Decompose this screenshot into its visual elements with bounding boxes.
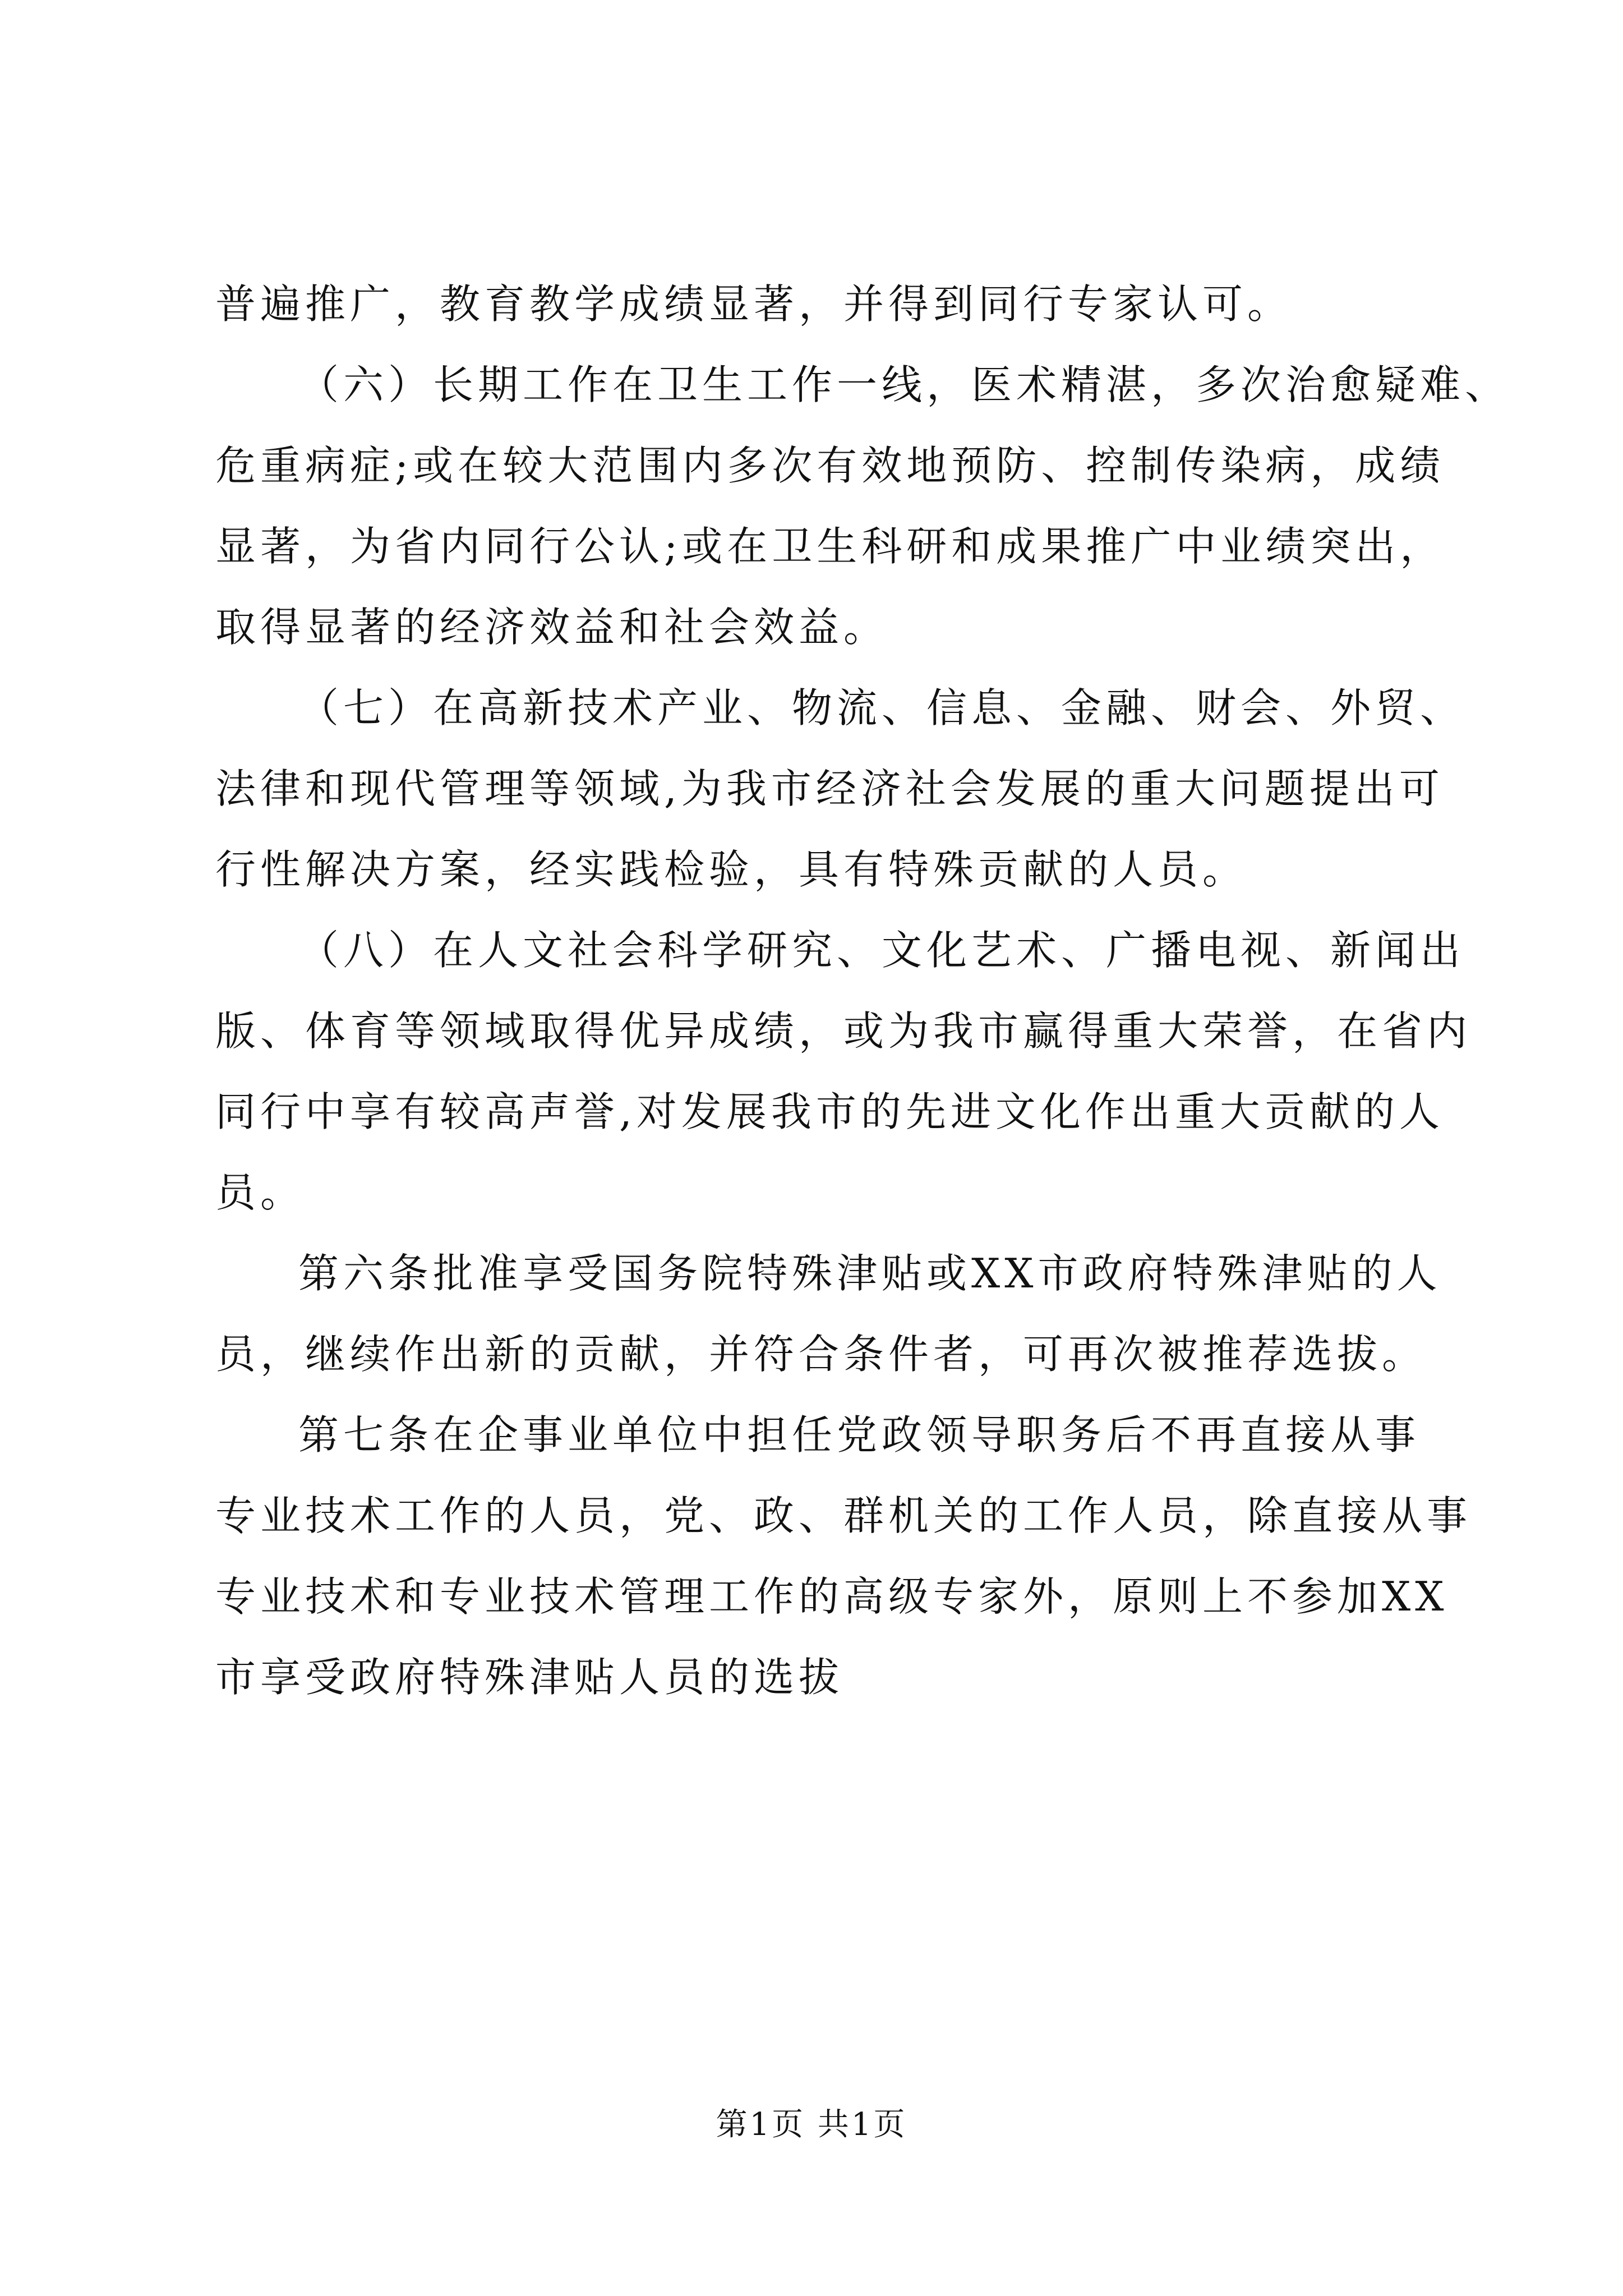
text-line: 显著，为省内同行公认;或在卫生科研和成果推广中业绩突出， [215,523,1445,570]
text-line: 法律和现代管理等领域,为我市经济社会发展的重大问题提出可 [215,765,1444,812]
text-line: 同行中享有较高声誉,对发展我市的先进文化作出重大贡献的人 [215,1088,1444,1135]
text-line: 市享受政府特殊津贴人员的选拔 [215,1654,844,1701]
text-line: 专业技术工作的人员，党、政、群机关的工作人员，除直接从事 [215,1492,1472,1539]
text-line: 第七条在企事业单位中担任党政领导职务后不再直接从事 [298,1411,1421,1458]
text-line: 版、体育等领域取得优异成绩，或为我市赢得重大荣誉，在省内 [215,1007,1472,1055]
text-line: （七）在高新技术产业、物流、信息、金融、财会、外贸、 [298,684,1465,731]
text-line: （六）长期工作在卫生工作一线，医术精湛，多次治愈疑难、 [298,361,1510,408]
text-line: 第六条批准享受国务院特殊津贴或XX市政府特殊津贴的人 [298,1250,1442,1297]
text-line: 危重病症;或在较大范围内多次有效地预防、控制传染病，成绩 [215,442,1445,489]
text-line: 行性解决方案，经实践检验，具有特殊贡献的人员。 [215,846,1248,893]
text-line: 专业技术和专业技术管理工作的高级专家外，原则上不参加XX [215,1573,1449,1620]
text-line: 取得显著的经济效益和社会效益。 [215,604,889,651]
text-line: 普遍推广，教育教学成绩显著，并得到同行专家认可。 [215,280,1293,328]
page-footer: 第1页 共1页 [716,2106,907,2143]
document-body [215,264,1510,1718]
text-line: 员。 [215,1169,306,1216]
text-line: （八）在人文社会科学研究、文化艺术、广播电视、新闻出 [298,927,1465,974]
text-line: 员，继续作出新的贡献，并符合条件者，可再次被推荐选拔。 [215,1331,1427,1378]
